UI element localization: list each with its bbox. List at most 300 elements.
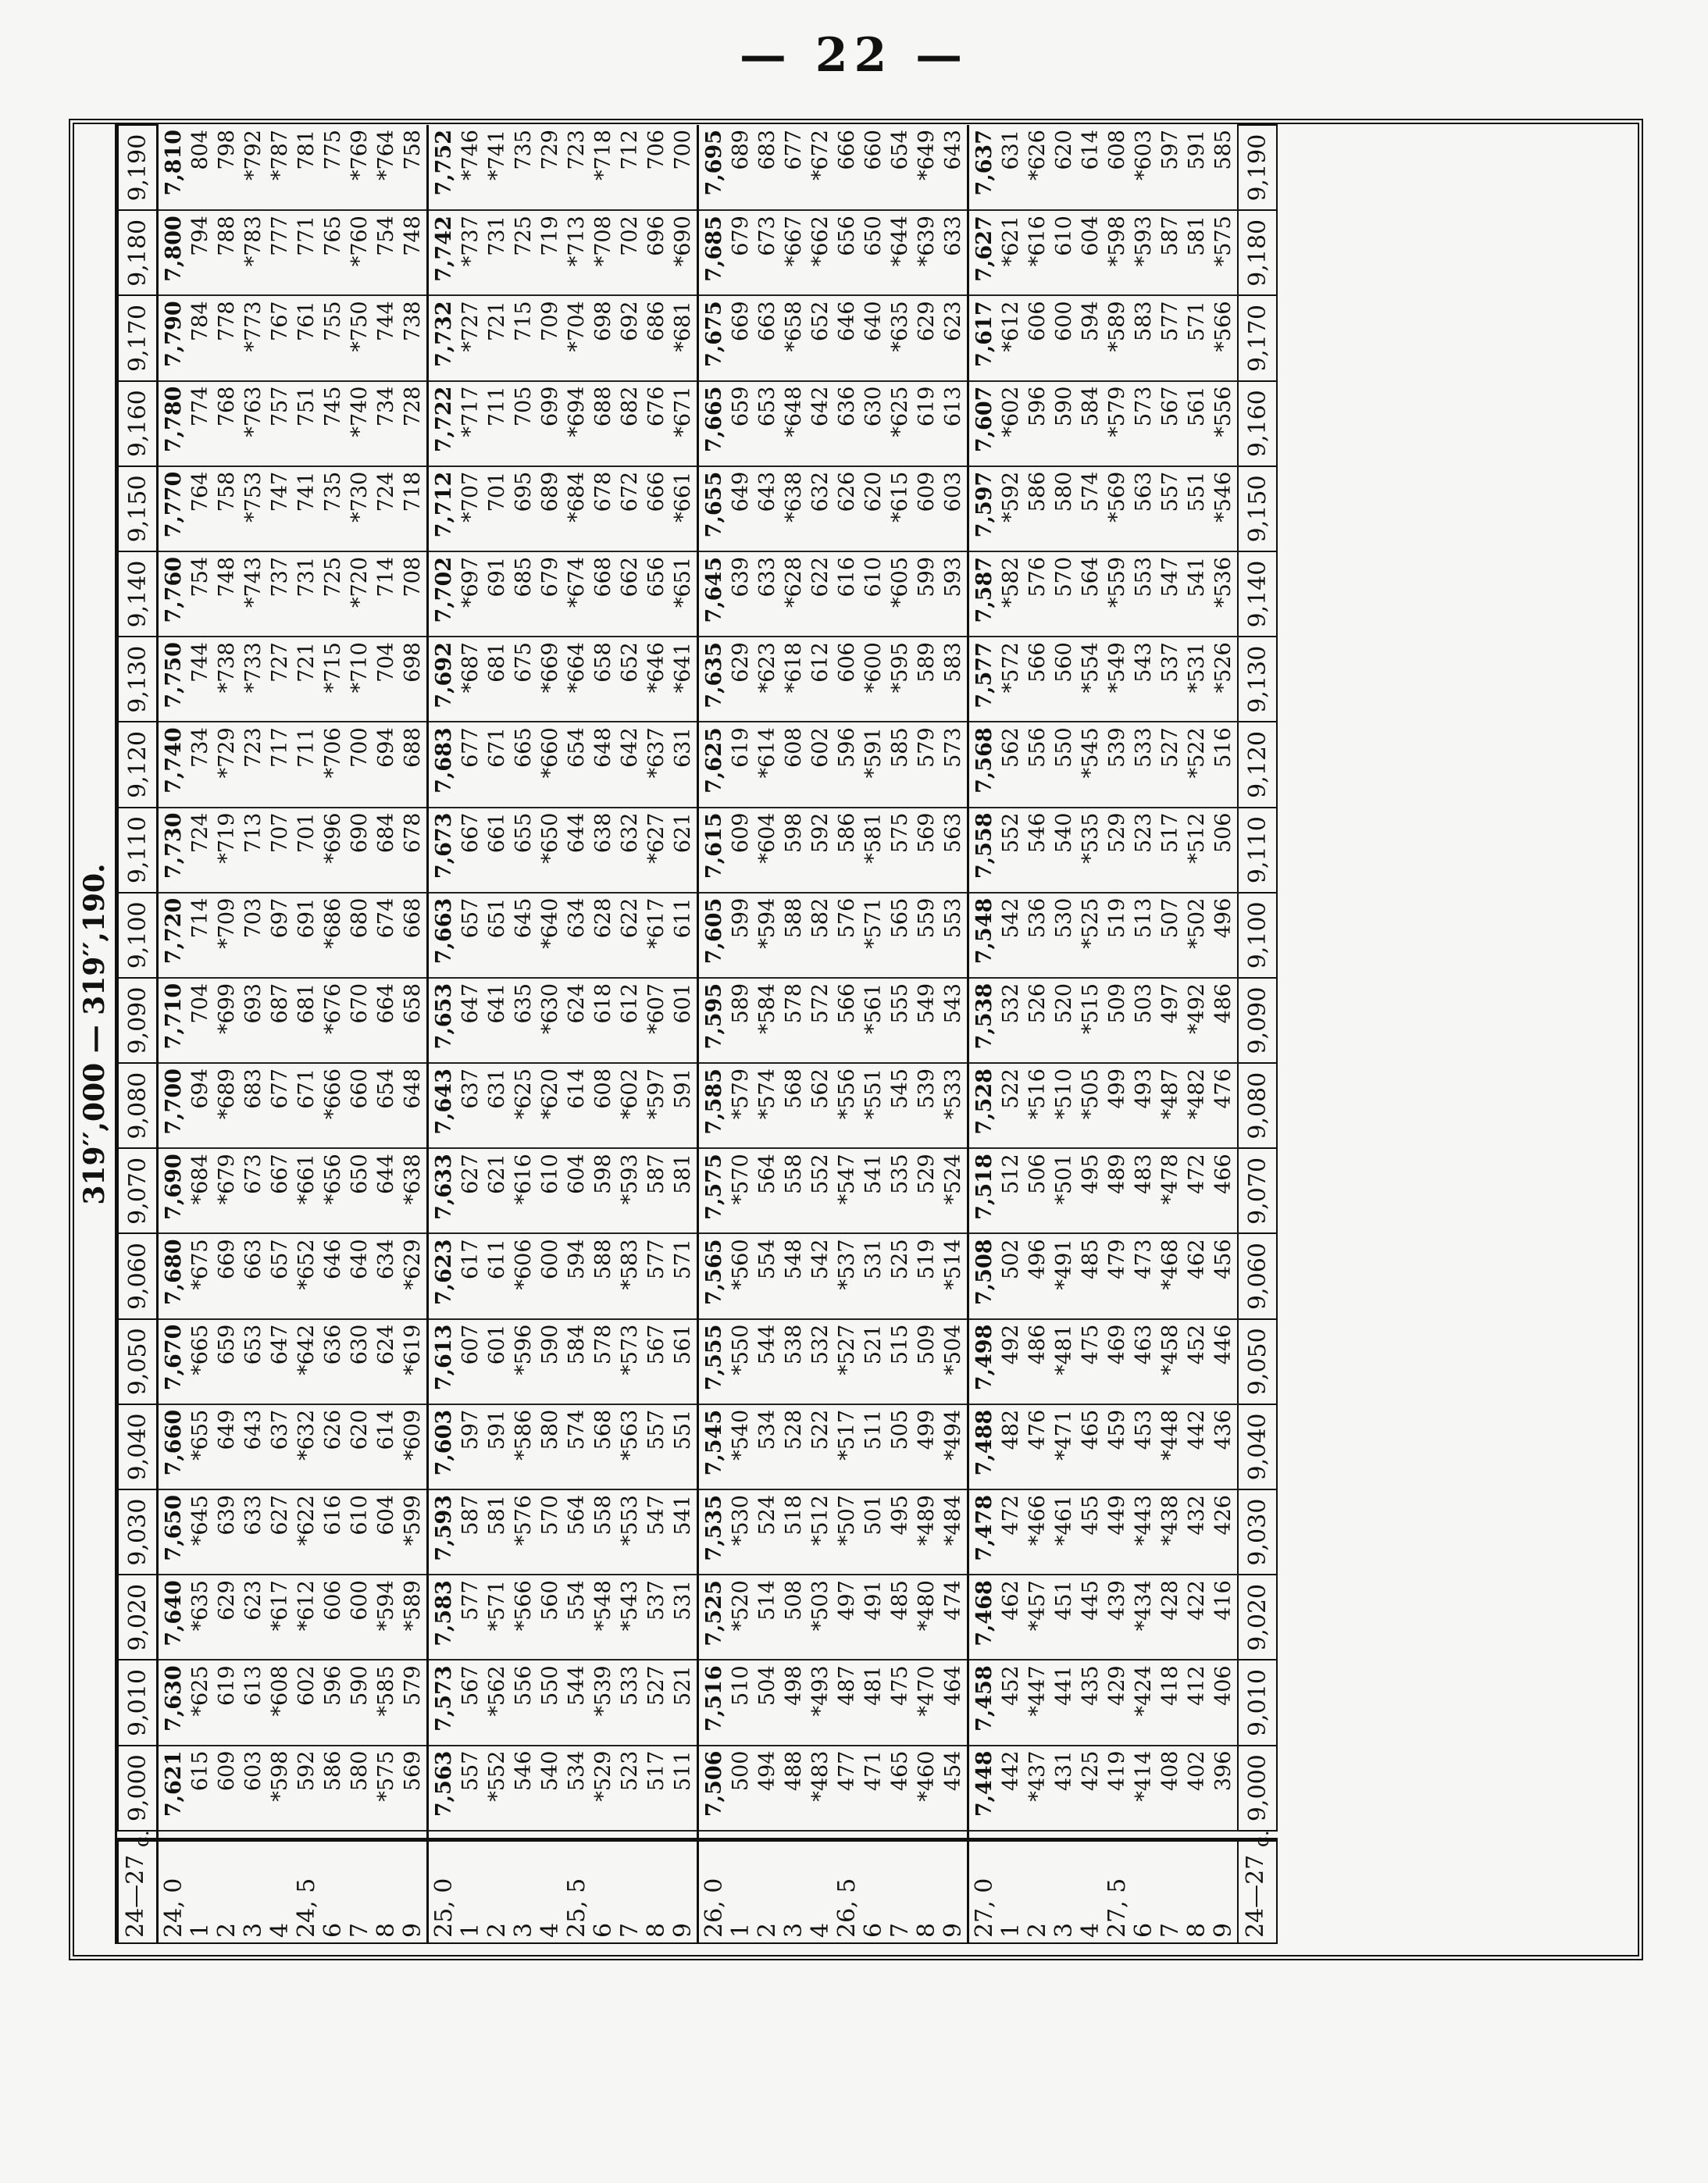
table-cell: 520 — [1051, 978, 1078, 1063]
table-cell: 596 — [834, 722, 861, 807]
table-cell: 7,675 — [698, 295, 729, 380]
table-cell: 546 — [511, 1746, 537, 1831]
column-footer: 9,050 — [1238, 1319, 1277, 1404]
table-cell: 541 — [670, 1489, 698, 1575]
table-cell: 673 — [241, 1148, 267, 1233]
column-footer: 9,080 — [1238, 1063, 1277, 1148]
row-label: 25, 5 — [564, 1840, 590, 1943]
table-cell: 576 — [1025, 551, 1051, 637]
table-cell: 435 — [1078, 1660, 1104, 1745]
table-cell: 7,605 — [698, 893, 729, 978]
table-cell: *512 — [1184, 808, 1211, 893]
table-cell: *621 — [998, 210, 1025, 295]
table-row — [511, 125, 537, 1943]
table-cell: 519 — [914, 1233, 940, 1318]
table-cell: 681 — [294, 978, 320, 1063]
column-separator — [294, 1831, 320, 1840]
table-cell: *598 — [1104, 210, 1131, 295]
table-row — [617, 125, 644, 1943]
table-cell: 662 — [617, 551, 644, 637]
table-cell: 591 — [484, 1404, 511, 1489]
table-row — [914, 125, 940, 1943]
table-cell: 473 — [1131, 1233, 1157, 1318]
table-cell: 558 — [590, 1489, 617, 1575]
table-cell: 501 — [861, 1489, 887, 1575]
table-cell: 538 — [781, 1319, 808, 1404]
table-cell: 642 — [617, 722, 644, 807]
table-cell: 610 — [1051, 210, 1078, 295]
table-cell: *753 — [241, 466, 267, 551]
row-label: 6 — [320, 1840, 347, 1943]
table-cell: 606 — [320, 1575, 347, 1660]
column-separator — [887, 1831, 914, 1840]
table-cell: 7,617 — [968, 295, 999, 380]
table-cell: 580 — [537, 1404, 564, 1489]
table-cell: 737 — [267, 551, 294, 637]
table-cell: 669 — [214, 1233, 241, 1318]
table-cell: 596 — [1025, 381, 1051, 466]
table-cell: *632 — [294, 1404, 320, 1489]
table-row — [1211, 125, 1238, 1943]
table-cell: 738 — [400, 295, 428, 380]
table-cell: 728 — [400, 381, 428, 466]
table-cell: 626 — [834, 466, 861, 551]
table-cell: *461 — [1051, 1489, 1078, 1575]
table-cell: 442 — [998, 1746, 1025, 1831]
table-cell: 692 — [617, 295, 644, 380]
table-cell: 627 — [458, 1148, 484, 1233]
table-cell: 695 — [511, 466, 537, 551]
table-cell: *566 — [1211, 295, 1238, 380]
table-cell: 528 — [781, 1404, 808, 1489]
table-cell: 711 — [484, 381, 511, 466]
column-separator — [670, 1831, 698, 1840]
table-cell: 804 — [187, 125, 214, 210]
table-cell: 7,448 — [968, 1746, 999, 1831]
table-cell: *764 — [373, 125, 400, 210]
table-cell: 564 — [564, 1489, 590, 1575]
table-cell: 622 — [617, 893, 644, 978]
table-cell: *769 — [347, 125, 373, 210]
table-cell: 643 — [241, 1404, 267, 1489]
table-cell: *526 — [1211, 637, 1238, 722]
table-cell: 565 — [887, 893, 914, 978]
table-cell: 527 — [1157, 722, 1184, 807]
table-cell: 7,722 — [428, 381, 458, 466]
table-cell: 545 — [887, 1063, 914, 1148]
table-cell: *492 — [1184, 978, 1211, 1063]
table-cell: 543 — [1131, 637, 1157, 722]
column-header: 9,000 — [118, 1746, 158, 1831]
table-cell: 578 — [590, 1319, 617, 1404]
table-cell: 572 — [808, 978, 834, 1063]
table-cell: 511 — [861, 1404, 887, 1489]
table-cell: *686 — [320, 893, 347, 978]
table-cell: 569 — [914, 808, 940, 893]
table-cell: 609 — [728, 808, 754, 893]
table-cell: 709 — [537, 295, 564, 380]
table-cell: 705 — [511, 381, 537, 466]
table-cell: 694 — [373, 722, 400, 807]
table-cell: 639 — [214, 1489, 241, 1575]
table-cell: 774 — [187, 381, 214, 466]
table-cell: 7,683 — [428, 722, 458, 807]
column-separator — [187, 1831, 214, 1840]
table-cell: *540 — [728, 1404, 754, 1489]
table-cell: 7,558 — [968, 808, 999, 893]
table-cell: 7,518 — [968, 1148, 999, 1233]
table-cell: *570 — [728, 1148, 754, 1233]
table-cell: 7,690 — [158, 1148, 188, 1233]
table-cell: 633 — [940, 210, 968, 295]
table-cell: 619 — [728, 722, 754, 807]
table-cell: 522 — [808, 1404, 834, 1489]
table-cell: 656 — [644, 551, 670, 637]
column-footer: 9,070 — [1238, 1148, 1277, 1233]
table-cell: *510 — [1051, 1063, 1078, 1148]
table-cell: 7,685 — [698, 210, 729, 295]
table-cell: 644 — [373, 1148, 400, 1233]
table-cell: *556 — [834, 1063, 861, 1148]
table-cell: 7,548 — [968, 893, 999, 978]
table-cell: *675 — [187, 1233, 214, 1318]
table-cell: *648 — [781, 381, 808, 466]
table-cell: 694 — [187, 1063, 214, 1148]
table-cell: 502 — [998, 1233, 1025, 1318]
table-cell: 445 — [1078, 1575, 1104, 1660]
table-cell: *515 — [1078, 978, 1104, 1063]
row-label: 2 — [754, 1840, 781, 1943]
table-cell: 546 — [1025, 808, 1051, 893]
table-cell: *556 — [1211, 381, 1238, 466]
table-cell: 587 — [458, 1489, 484, 1575]
table-cell: 7,498 — [968, 1319, 999, 1404]
table-cell: 593 — [940, 551, 968, 637]
table-cell: *630 — [537, 978, 564, 1063]
table-cell: *746 — [458, 125, 484, 210]
table-cell: *625 — [511, 1063, 537, 1148]
table-cell: 666 — [834, 125, 861, 210]
column-separator — [428, 1831, 458, 1840]
table-cell: *792 — [241, 125, 267, 210]
table-cell: 647 — [458, 978, 484, 1063]
table-cell: 619 — [214, 1660, 241, 1745]
column-footer: 9,140 — [1238, 551, 1277, 637]
table-cell: 717 — [267, 722, 294, 807]
table-cell: 7,488 — [968, 1404, 999, 1489]
table-cell: 7,607 — [968, 381, 999, 466]
column-separator — [458, 1831, 484, 1840]
table-cell: 706 — [644, 125, 670, 210]
table-cell: *424 — [1131, 1660, 1157, 1745]
table-cell: 703 — [241, 893, 267, 978]
table-cell: 547 — [1157, 551, 1184, 637]
table-cell: 751 — [294, 381, 320, 466]
table-row — [373, 125, 400, 1943]
table-cell: 597 — [458, 1404, 484, 1489]
column-separator — [1025, 1831, 1051, 1840]
table-cell: *618 — [781, 637, 808, 722]
table-cell: 612 — [808, 637, 834, 722]
table-cell: 7,625 — [698, 722, 729, 807]
table-cell: *687 — [458, 637, 484, 722]
table-cell: 7,506 — [698, 1746, 729, 1831]
table-cell: 646 — [834, 295, 861, 380]
column-separator — [214, 1831, 241, 1840]
table-cell: *546 — [1211, 466, 1238, 551]
table-cell: 7,663 — [428, 893, 458, 978]
table-cell: *710 — [347, 637, 373, 722]
column-separator — [861, 1831, 887, 1840]
table-row — [458, 125, 484, 1943]
table-cell: 494 — [754, 1746, 781, 1831]
table-cell: 604 — [1078, 210, 1104, 295]
column-header: 9,060 — [118, 1233, 158, 1318]
table-cell: 516 — [1211, 722, 1238, 807]
table-cell: 588 — [781, 893, 808, 978]
table-cell: 570 — [537, 1489, 564, 1575]
table-cell: 7,643 — [428, 1063, 458, 1148]
table-cell: 624 — [564, 978, 590, 1063]
table-cell: 514 — [754, 1575, 781, 1660]
table-cell: 429 — [1104, 1660, 1131, 1745]
table-cell: *773 — [241, 295, 267, 380]
table-cell: 702 — [617, 210, 644, 295]
table-cell: 643 — [940, 125, 968, 210]
table-cell: *625 — [887, 381, 914, 466]
table-cell: 441 — [1051, 1660, 1078, 1745]
table-cell: 594 — [564, 1233, 590, 1318]
column-header: 9,070 — [118, 1148, 158, 1233]
table-cell: 459 — [1104, 1404, 1131, 1489]
table-cell: 570 — [1051, 551, 1078, 637]
table-cell: *553 — [617, 1489, 644, 1575]
table-cell: *662 — [808, 210, 834, 295]
table-cell: *730 — [347, 466, 373, 551]
table-cell: 500 — [728, 1746, 754, 1831]
table-cell: *599 — [400, 1489, 428, 1575]
logarithm-table — [117, 124, 1278, 1944]
table-cell: *560 — [728, 1233, 754, 1318]
table-cell: 7,627 — [968, 210, 999, 295]
row-label: 9 — [400, 1840, 428, 1943]
table-cell: 564 — [754, 1148, 781, 1233]
table-cell: 464 — [940, 1660, 968, 1745]
table-cell: 648 — [400, 1063, 428, 1148]
row-label: 4 — [267, 1840, 294, 1943]
column-footer: 9,110 — [1238, 808, 1277, 893]
table-cell: *623 — [754, 637, 781, 722]
column-footer: 9,120 — [1238, 722, 1277, 807]
table-cell: 541 — [861, 1148, 887, 1233]
table-cell: 668 — [590, 551, 617, 637]
table-cell: 580 — [347, 1746, 373, 1831]
table-cell: 600 — [1051, 295, 1078, 380]
table-cell: 754 — [373, 210, 400, 295]
column-header: 9,030 — [118, 1489, 158, 1575]
table-cell: 7,770 — [158, 466, 188, 551]
table-cell: 583 — [1131, 295, 1157, 380]
table-cell: 700 — [347, 722, 373, 807]
table-cell: 598 — [590, 1148, 617, 1233]
table-cell: *600 — [861, 637, 887, 722]
table-cell: 656 — [834, 210, 861, 295]
table-cell: 436 — [1211, 1404, 1238, 1489]
table-cell: 767 — [267, 295, 294, 380]
table-cell: 633 — [754, 551, 781, 637]
row-label: 8 — [1184, 1840, 1211, 1943]
table-cell: 610 — [347, 1489, 373, 1575]
table-cell: *584 — [754, 978, 781, 1063]
table-cell: *468 — [1157, 1233, 1184, 1318]
table-cell: 551 — [1184, 466, 1211, 551]
table-row — [728, 125, 754, 1943]
table-cell: 653 — [241, 1319, 267, 1404]
table-cell: *554 — [1078, 637, 1104, 722]
table-cell: *660 — [537, 722, 564, 807]
table-cell: 685 — [511, 551, 537, 637]
table-cell: 496 — [1211, 893, 1238, 978]
table-cell: 700 — [670, 125, 698, 210]
table-cell: 634 — [373, 1233, 400, 1318]
table-cell: 616 — [834, 551, 861, 637]
table-row — [1078, 125, 1104, 1943]
table-cell: 522 — [998, 1063, 1025, 1148]
table-cell: 412 — [1184, 1660, 1211, 1745]
table-row — [214, 125, 241, 1943]
table-cell: 712 — [617, 125, 644, 210]
table-cell: 660 — [347, 1063, 373, 1148]
table-cell: 664 — [373, 978, 400, 1063]
table-cell: 768 — [214, 381, 241, 466]
table-cell: 582 — [808, 893, 834, 978]
row-label: 27, 5 — [1104, 1840, 1131, 1943]
table-cell: 696 — [644, 210, 670, 295]
table-cell: *644 — [887, 210, 914, 295]
table-cell: *592 — [998, 466, 1025, 551]
column-footer: 9,180 — [1238, 210, 1277, 295]
column-footer: 9,030 — [1238, 1489, 1277, 1575]
table-cell: 531 — [861, 1233, 887, 1318]
column-separator — [320, 1831, 347, 1840]
table-cell: 573 — [940, 722, 968, 807]
table-cell: 731 — [294, 551, 320, 637]
table-cell: *576 — [511, 1489, 537, 1575]
table-cell: 683 — [754, 125, 781, 210]
table-cell: 747 — [267, 466, 294, 551]
table-cell: 578 — [781, 978, 808, 1063]
table-cell: *494 — [940, 1404, 968, 1489]
column-footer: 9,010 — [1238, 1660, 1277, 1745]
column-footer: 9,040 — [1238, 1404, 1277, 1489]
table-cell: 603 — [241, 1746, 267, 1831]
table-cell: 581 — [670, 1148, 698, 1233]
table-cell: 7,665 — [698, 381, 729, 466]
table-cell: 689 — [728, 125, 754, 210]
table-row — [187, 125, 214, 1943]
table-cell: 634 — [564, 893, 590, 978]
table-cell: 7,528 — [968, 1063, 999, 1148]
table-cell: 506 — [1025, 1148, 1051, 1233]
table-cell: 614 — [373, 1404, 400, 1489]
table-cell: 675 — [511, 637, 537, 722]
table-cell: *697 — [458, 551, 484, 637]
table-cell: *661 — [670, 466, 698, 551]
table-cell: 7,575 — [698, 1148, 729, 1233]
table-cell: *658 — [781, 295, 808, 380]
column-separator — [1078, 1831, 1104, 1840]
table-cell: *579 — [1104, 381, 1131, 466]
table-row — [834, 125, 861, 1943]
table-cell: 650 — [347, 1148, 373, 1233]
table-cell: 583 — [940, 637, 968, 722]
table-cell: 631 — [484, 1063, 511, 1148]
table-cell: 713 — [241, 808, 267, 893]
table-cell: 507 — [1157, 893, 1184, 978]
table-cell: 637 — [267, 1404, 294, 1489]
table-cell: 564 — [1078, 551, 1104, 637]
table-cell: 406 — [1211, 1660, 1238, 1745]
table-cell: 731 — [484, 210, 511, 295]
table-cell: 513 — [1131, 893, 1157, 978]
table-cell: *713 — [564, 210, 590, 295]
table-row — [1131, 125, 1157, 1943]
table-cell: 519 — [1104, 893, 1131, 978]
table-cell: *763 — [241, 381, 267, 466]
row-label: 25, 0 — [428, 1840, 458, 1943]
table-cell: *617 — [267, 1575, 294, 1660]
table-cell: 539 — [914, 1063, 940, 1148]
table-cell: *569 — [1104, 466, 1131, 551]
table-cell: *674 — [564, 551, 590, 637]
table-cell: 544 — [564, 1660, 590, 1745]
table-cell: 495 — [1078, 1148, 1104, 1233]
table-row — [1051, 125, 1078, 1943]
table-cell: *516 — [1025, 1063, 1051, 1148]
table-cell: *483 — [808, 1746, 834, 1831]
table-cell: 654 — [564, 722, 590, 807]
table-cell: 454 — [940, 1746, 968, 1831]
table-cell: *572 — [998, 637, 1025, 722]
table-cell: 453 — [1131, 1404, 1157, 1489]
table-cell: *527 — [834, 1319, 861, 1404]
table-cell: 7,760 — [158, 551, 188, 637]
table-cell: 475 — [887, 1660, 914, 1745]
table-cell: 723 — [564, 125, 590, 210]
table-cell: 678 — [590, 466, 617, 551]
table-cell: 758 — [400, 125, 428, 210]
table-cell: 638 — [590, 808, 617, 893]
table-cell: 677 — [267, 1063, 294, 1148]
column-separator — [781, 1831, 808, 1840]
table-frame — [69, 119, 1643, 1960]
table-row — [1157, 125, 1184, 1943]
table-cell: *478 — [1157, 1148, 1184, 1233]
table-row — [400, 125, 428, 1943]
table-cell: *585 — [373, 1660, 400, 1745]
table-cell: *699 — [214, 978, 241, 1063]
table-cell: 610 — [861, 551, 887, 637]
table-cell: 532 — [808, 1319, 834, 1404]
table-cell: *641 — [670, 637, 698, 722]
row-label: 27, 0 — [968, 1840, 999, 1943]
table-cell: 735 — [511, 125, 537, 210]
row-label: 1 — [458, 1840, 484, 1943]
table-cell: 657 — [267, 1233, 294, 1318]
table-cell: *639 — [914, 210, 940, 295]
table-cell: 7,655 — [698, 466, 729, 551]
table-cell: 581 — [484, 1489, 511, 1575]
